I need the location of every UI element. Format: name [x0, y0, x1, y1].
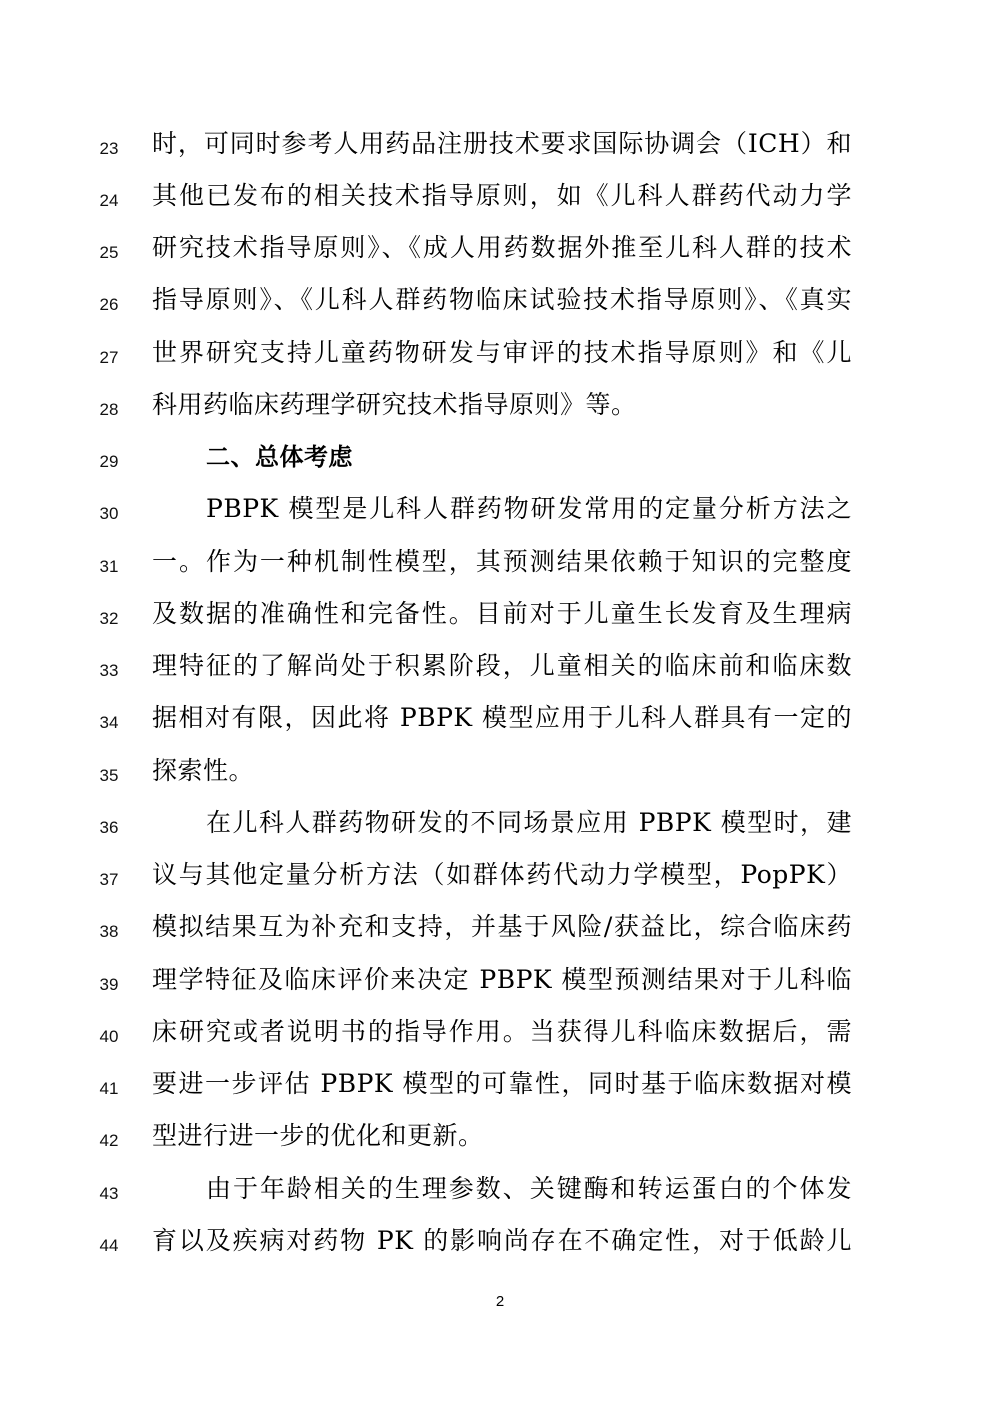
text-line [0, 179, 1000, 231]
line-number: 37 [99, 870, 119, 889]
line-text: 型进行进一步的优化和更新。 [152, 1121, 484, 1150]
line-number: 36 [99, 818, 119, 837]
line-number: 24 [99, 191, 119, 210]
line-text: 世界研究支持儿童药物研发与审评的技术指导原则》和《儿 [152, 338, 852, 367]
text-line [0, 649, 1000, 701]
line-number: 30 [99, 504, 119, 523]
line-text: 指导原则》、《儿科人群药物临床试验技术指导原则》、《真实 [152, 285, 852, 314]
line-number: 44 [99, 1236, 119, 1255]
section-heading: 二、总体考虑 [206, 443, 353, 471]
text-line [0, 1119, 1000, 1171]
line-text: 要进一步评估 PBPK 模型的可靠性，同时基于临床数据对模 [152, 1069, 852, 1098]
line-text: PBPK 模型是儿科人群药物研发常用的定量分析方法之 [206, 494, 852, 523]
line-text: 及数据的准确性和完备性。目前对于儿童生长发育及生理病 [152, 599, 852, 628]
line-number: 32 [99, 609, 119, 628]
line-number: 29 [99, 452, 119, 471]
line-text: 理特征的了解尚处于积累阶段，儿童相关的临床前和临床数 [152, 651, 852, 680]
section-heading-line [0, 440, 1000, 492]
text-line [0, 545, 1000, 597]
text-line [0, 701, 1000, 753]
text-line [0, 1015, 1000, 1067]
text-line [0, 858, 1000, 910]
line-text: 在儿科人群药物研发的不同场景应用 PBPK 模型时，建 [206, 808, 852, 837]
line-text: 科用药临床药理学研究技术指导原则》等。 [152, 390, 637, 419]
text-line [0, 910, 1000, 962]
line-text: 探索性。 [152, 756, 255, 785]
line-number: 35 [99, 766, 119, 785]
line-number: 42 [99, 1131, 119, 1150]
line-number: 27 [99, 348, 119, 367]
line-text: 一。作为一种机制性模型，其预测结果依赖于知识的完整度 [152, 547, 852, 576]
text-line [0, 283, 1000, 335]
text-line [0, 806, 1000, 858]
line-text: 由于年龄相关的生理参数、关键酶和转运蛋白的个体发 [206, 1174, 852, 1203]
line-text: 床研究或者说明书的指导作用。当获得儿科临床数据后，需 [152, 1017, 852, 1046]
text-line [0, 492, 1000, 544]
text-line [0, 127, 1000, 179]
line-number: 25 [99, 243, 119, 262]
line-number: 43 [99, 1184, 119, 1203]
text-line [0, 231, 1000, 283]
line-text: 据相对有限，因此将 PBPK 模型应用于儿科人群具有一定的 [152, 703, 852, 732]
line-number: 26 [99, 295, 119, 314]
line-number: 34 [99, 713, 119, 732]
line-number: 39 [99, 975, 119, 994]
line-text: 其他已发布的相关技术指导原则，如《儿科人群药代动力学 [152, 181, 852, 210]
line-number: 31 [99, 557, 119, 576]
line-number: 28 [99, 400, 119, 419]
line-text: 时，可同时参考人用药品注册技术要求国际协调会（ICH）和 [152, 129, 852, 158]
text-line [0, 754, 1000, 806]
line-number: 41 [99, 1079, 119, 1098]
text-line [0, 388, 1000, 440]
line-text: 育以及疾病对药物 PK 的影响尚存在不确定性，对于低龄儿 [152, 1226, 852, 1255]
text-line [0, 1067, 1000, 1119]
text-line [0, 1172, 1000, 1224]
line-text: 模拟结果互为补充和支持，并基于风险/获益比，综合临床药 [152, 912, 852, 941]
line-number: 38 [99, 922, 119, 941]
line-number: 40 [99, 1027, 119, 1046]
text-line [0, 597, 1000, 649]
line-text: 议与其他定量分析方法（如群体药代动力学模型，PopPK） [152, 860, 852, 889]
text-line [0, 336, 1000, 388]
line-number: 23 [99, 139, 119, 158]
page-number: 2 [495, 1293, 505, 1310]
text-line [0, 963, 1000, 1015]
line-text: 研究技术指导原则》、《成人用药数据外推至儿科人群的技术 [152, 233, 852, 262]
text-line [0, 1224, 1000, 1276]
line-number: 33 [99, 661, 119, 680]
line-text: 理学特征及临床评价来决定 PBPK 模型预测结果对于儿科临 [152, 965, 852, 994]
